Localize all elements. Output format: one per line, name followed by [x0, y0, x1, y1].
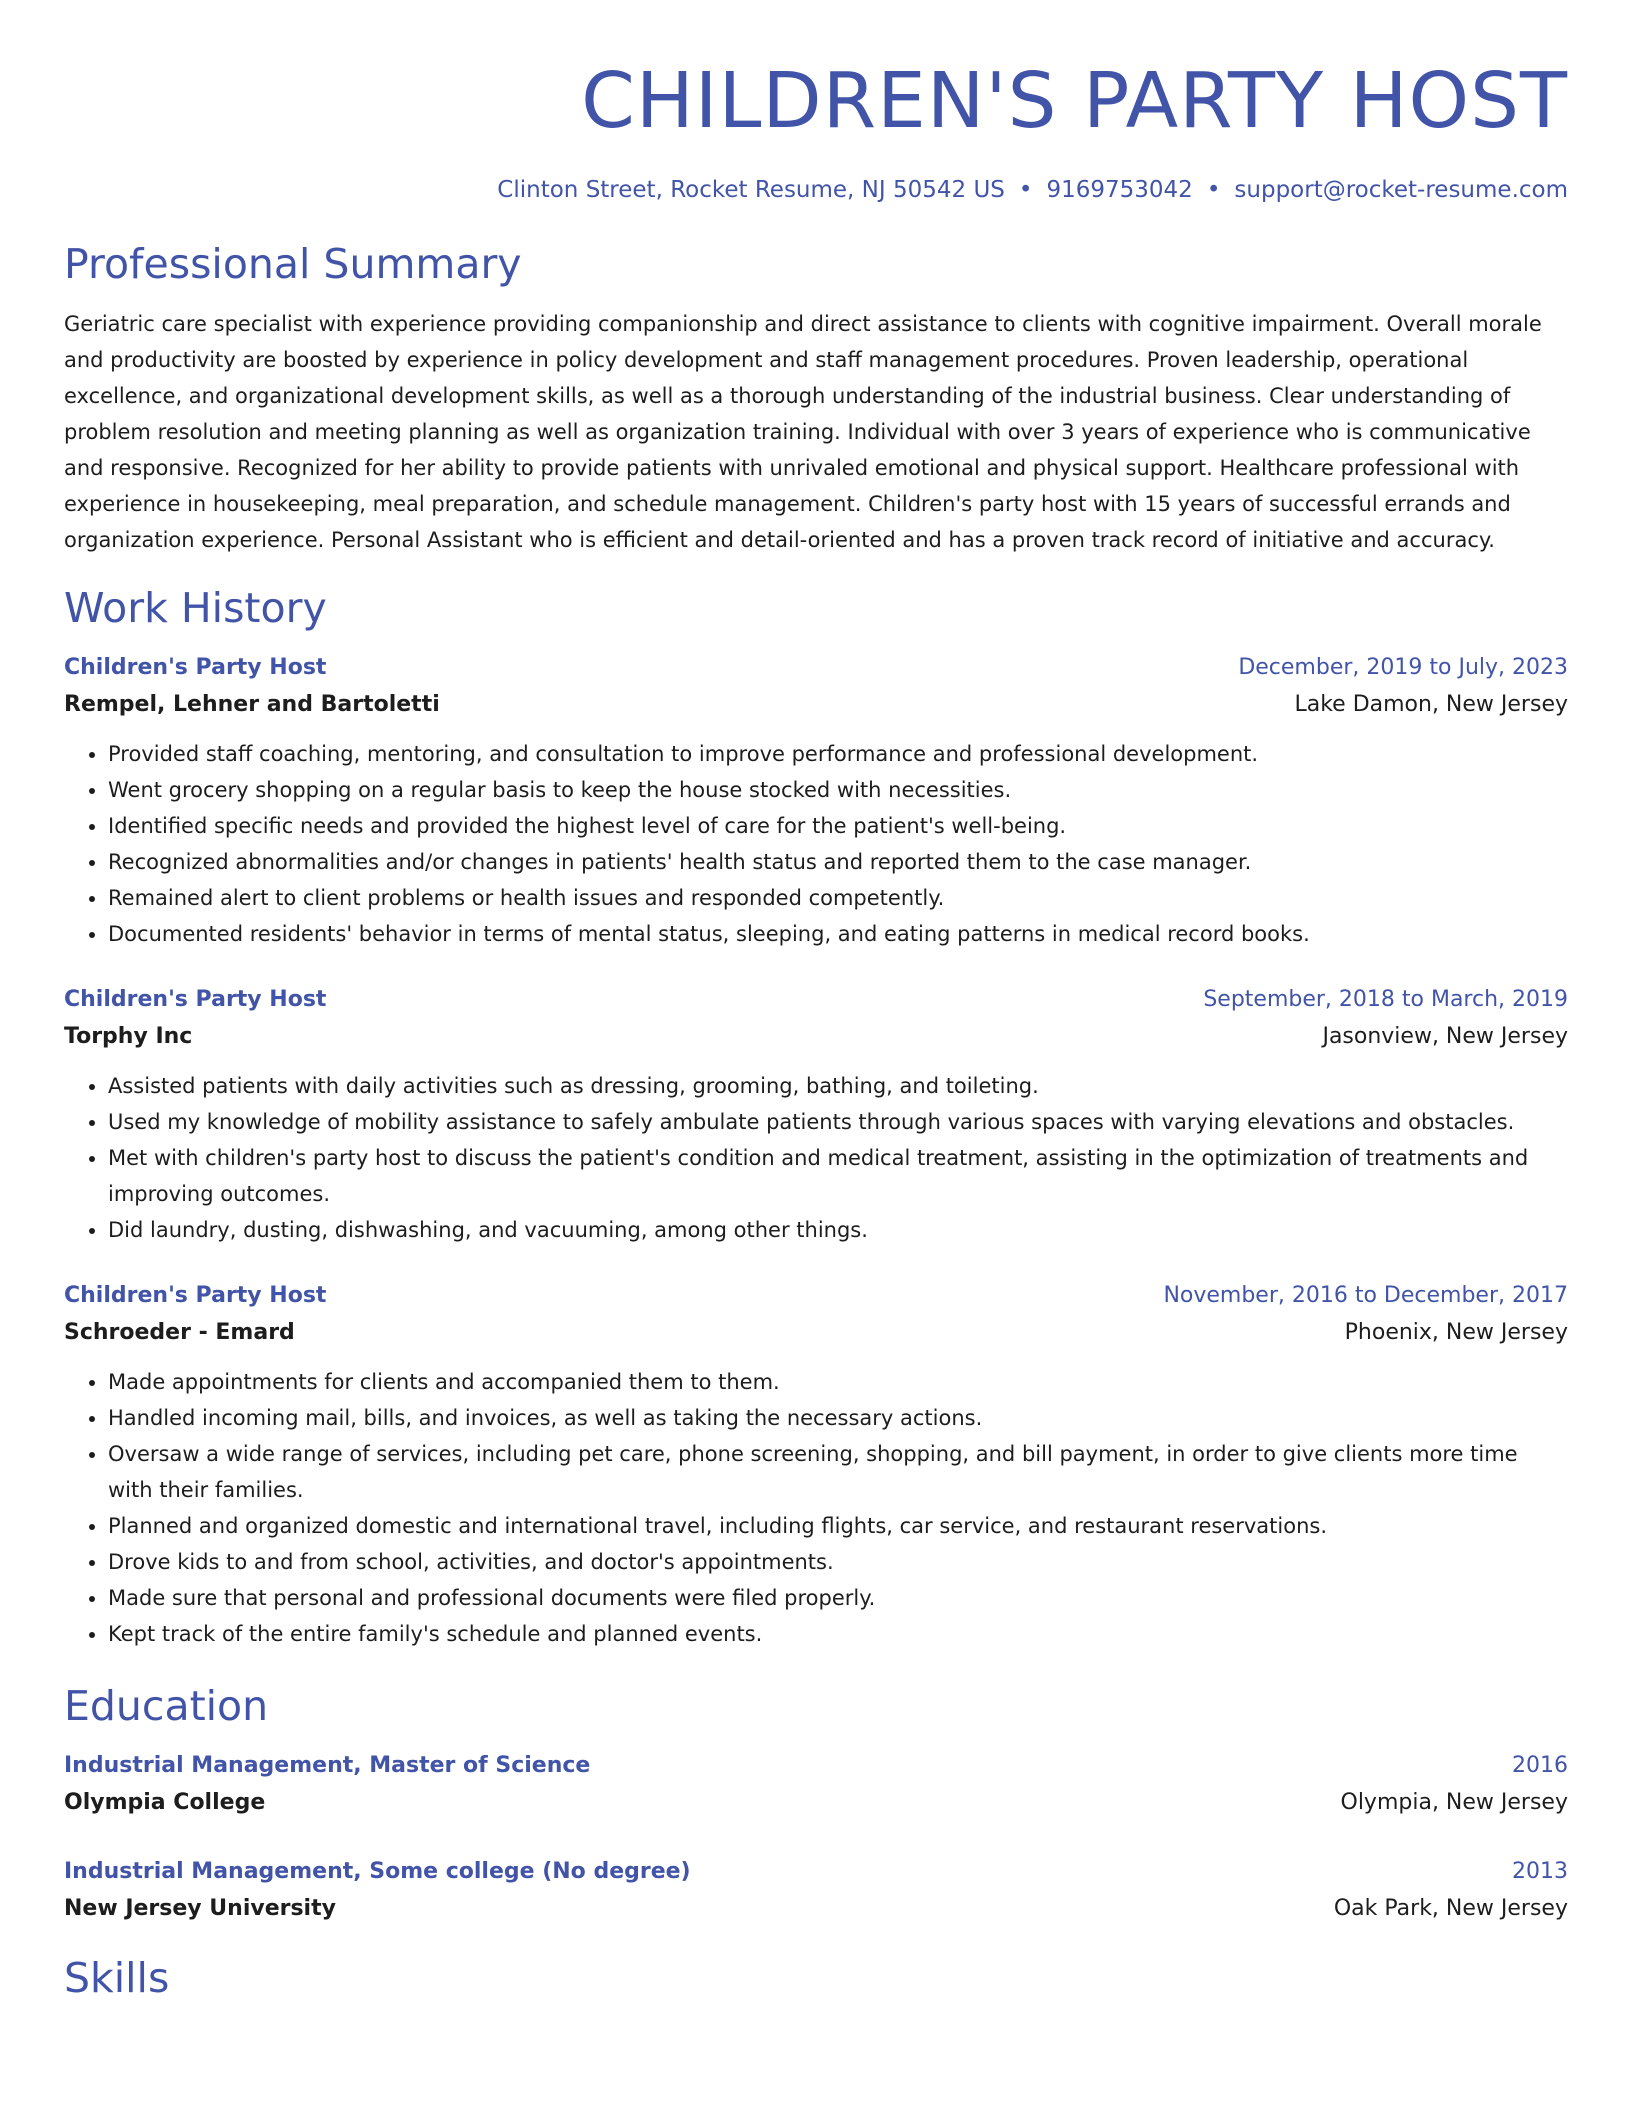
job-bullets — [64, 1364, 1568, 1652]
job-bullet: • Kept track of the entire family's schedule and planned events. — [108, 1616, 1568, 1652]
education-heading: Education — [64, 1682, 269, 1730]
degree-name: Industrial Management, Master of Science — [64, 1753, 591, 1778]
contact-email: support@rocket-resume.com — [1234, 177, 1568, 203]
school-name: Olympia College — [64, 1790, 266, 1815]
job-bullet: • Planned and organized domestic and international travel, including flights, car service, and restaurant reservations. — [108, 1508, 1568, 1544]
contact-line — [64, 174, 1568, 206]
school-location: Oak Park, New Jersey — [1333, 1896, 1568, 1921]
resume-page — [64, 0, 1568, 2006]
graduation-year: 2013 — [1512, 1859, 1568, 1884]
job-bullet: • Recognized abnormalities and/or changes in patients' health status and reported them to the case manager. — [108, 844, 1568, 880]
contact-phone: 9169753042 — [1046, 177, 1193, 203]
school-name: New Jersey University — [64, 1896, 336, 1921]
contact-separator: • — [1206, 177, 1221, 203]
job-location: Jasonview, New Jersey — [1322, 1024, 1568, 1049]
job-entry — [64, 982, 1568, 1248]
job-bullet: • Made sure that personal and professional documents were filed properly. — [108, 1580, 1568, 1616]
job-entry — [64, 1278, 1568, 1652]
job-entry — [64, 650, 1568, 952]
job-dates: November, 2016 to December, 2017 — [1163, 1283, 1568, 1308]
job-bullet: • Identified specific needs and provided the highest level of care for the patient's well-being. — [108, 808, 1568, 844]
contact-separator: • — [1018, 177, 1033, 203]
contact-address: Clinton Street, Rocket Resume, NJ 50542 US — [497, 177, 1005, 203]
job-title: Children's Party Host — [64, 655, 327, 680]
job-bullet: • Made appointments for clients and accompanied them to them. — [108, 1364, 1568, 1400]
job-title: Children's Party Host — [64, 987, 327, 1012]
job-bullet: • Met with children's party host to discuss the patient's condition and medical treatment, assisting in the optimization of treatments and improving outcomes. — [108, 1140, 1568, 1212]
job-bullet: • Used my knowledge of mobility assistance to safely ambulate patients through various spaces with varying elevations and obstacles. — [108, 1104, 1568, 1140]
degree-name: Industrial Management, Some college (No degree) — [64, 1859, 691, 1884]
graduation-year: 2016 — [1512, 1753, 1568, 1778]
resume-header — [64, 0, 1568, 206]
school-location: Olympia, New Jersey — [1340, 1790, 1568, 1815]
company-name: Schroeder - Emard — [64, 1320, 295, 1345]
company-name: Rempel, Lehner and Bartoletti — [64, 692, 440, 717]
company-name: Torphy Inc — [64, 1024, 193, 1049]
job-title: Children's Party Host — [64, 1283, 327, 1308]
job-bullets — [64, 736, 1568, 952]
job-dates: December, 2019 to July, 2023 — [1238, 655, 1568, 680]
job-bullet: • Oversaw a wide range of services, including pet care, phone screening, shopping, and bill payment, in order to give clients more time with their families. — [108, 1436, 1568, 1508]
candidate-name: CHILDREN'S PARTY HOST — [581, 57, 1568, 146]
job-location: Lake Damon, New Jersey — [1294, 692, 1568, 717]
job-location: Phoenix, New Jersey — [1344, 1320, 1568, 1345]
job-bullet: • Provided staff coaching, mentoring, and consultation to improve performance and professional development. — [108, 736, 1568, 772]
job-dates: September, 2018 to March, 2019 — [1203, 987, 1568, 1012]
job-bullet: • Drove kids to and from school, activities, and doctor's appointments. — [108, 1544, 1568, 1580]
job-bullet: • Remained alert to client problems or health issues and responded competently. — [108, 880, 1568, 916]
education-entry — [64, 1748, 1568, 1822]
job-bullet: • Assisted patients with daily activities such as dressing, grooming, bathing, and toileting. — [108, 1068, 1568, 1104]
job-bullet: • Documented residents' behavior in terms of mental status, sleeping, and eating patterns in medical record books. — [108, 916, 1568, 952]
job-bullet: • Handled incoming mail, bills, and invoices, as well as taking the necessary actions. — [108, 1400, 1568, 1436]
summary-heading: Professional Summary — [64, 240, 522, 288]
job-bullets — [64, 1068, 1568, 1248]
job-bullet: • Went grocery shopping on a regular basis to keep the house stocked with necessities. — [108, 772, 1568, 808]
education-entry — [64, 1854, 1568, 1928]
work-history-heading: Work History — [64, 584, 327, 632]
job-bullet: • Did laundry, dusting, dishwashing, and vacuuming, among other things. — [108, 1212, 1568, 1248]
skills-heading: Skills — [64, 1954, 170, 2002]
summary-text: Geriatric care specialist with experience providing companionship and direct assistance to clients with cognitive impairment. Overall morale and productivity are boosted by experience in policy development and staff management procedures. Proven leadership, operational excellence, and organizational development skills, as well as a thorough understanding of the industrial business. Clear understanding of problem resolution and meeting planning as well as organization training. Individual with over 3 years of experience who is communicative and responsive. Recognized for her ability to provide patients with unrivaled emotional and physical support. Healthcare professional with experience in housekeeping, meal preparation, and schedule management. Children's party host with 15 years of successful errands and organization experience. Personal Assistant who is efficient and detail-oriented and has a proven track record of initiative and accuracy. — [64, 312, 1542, 552]
